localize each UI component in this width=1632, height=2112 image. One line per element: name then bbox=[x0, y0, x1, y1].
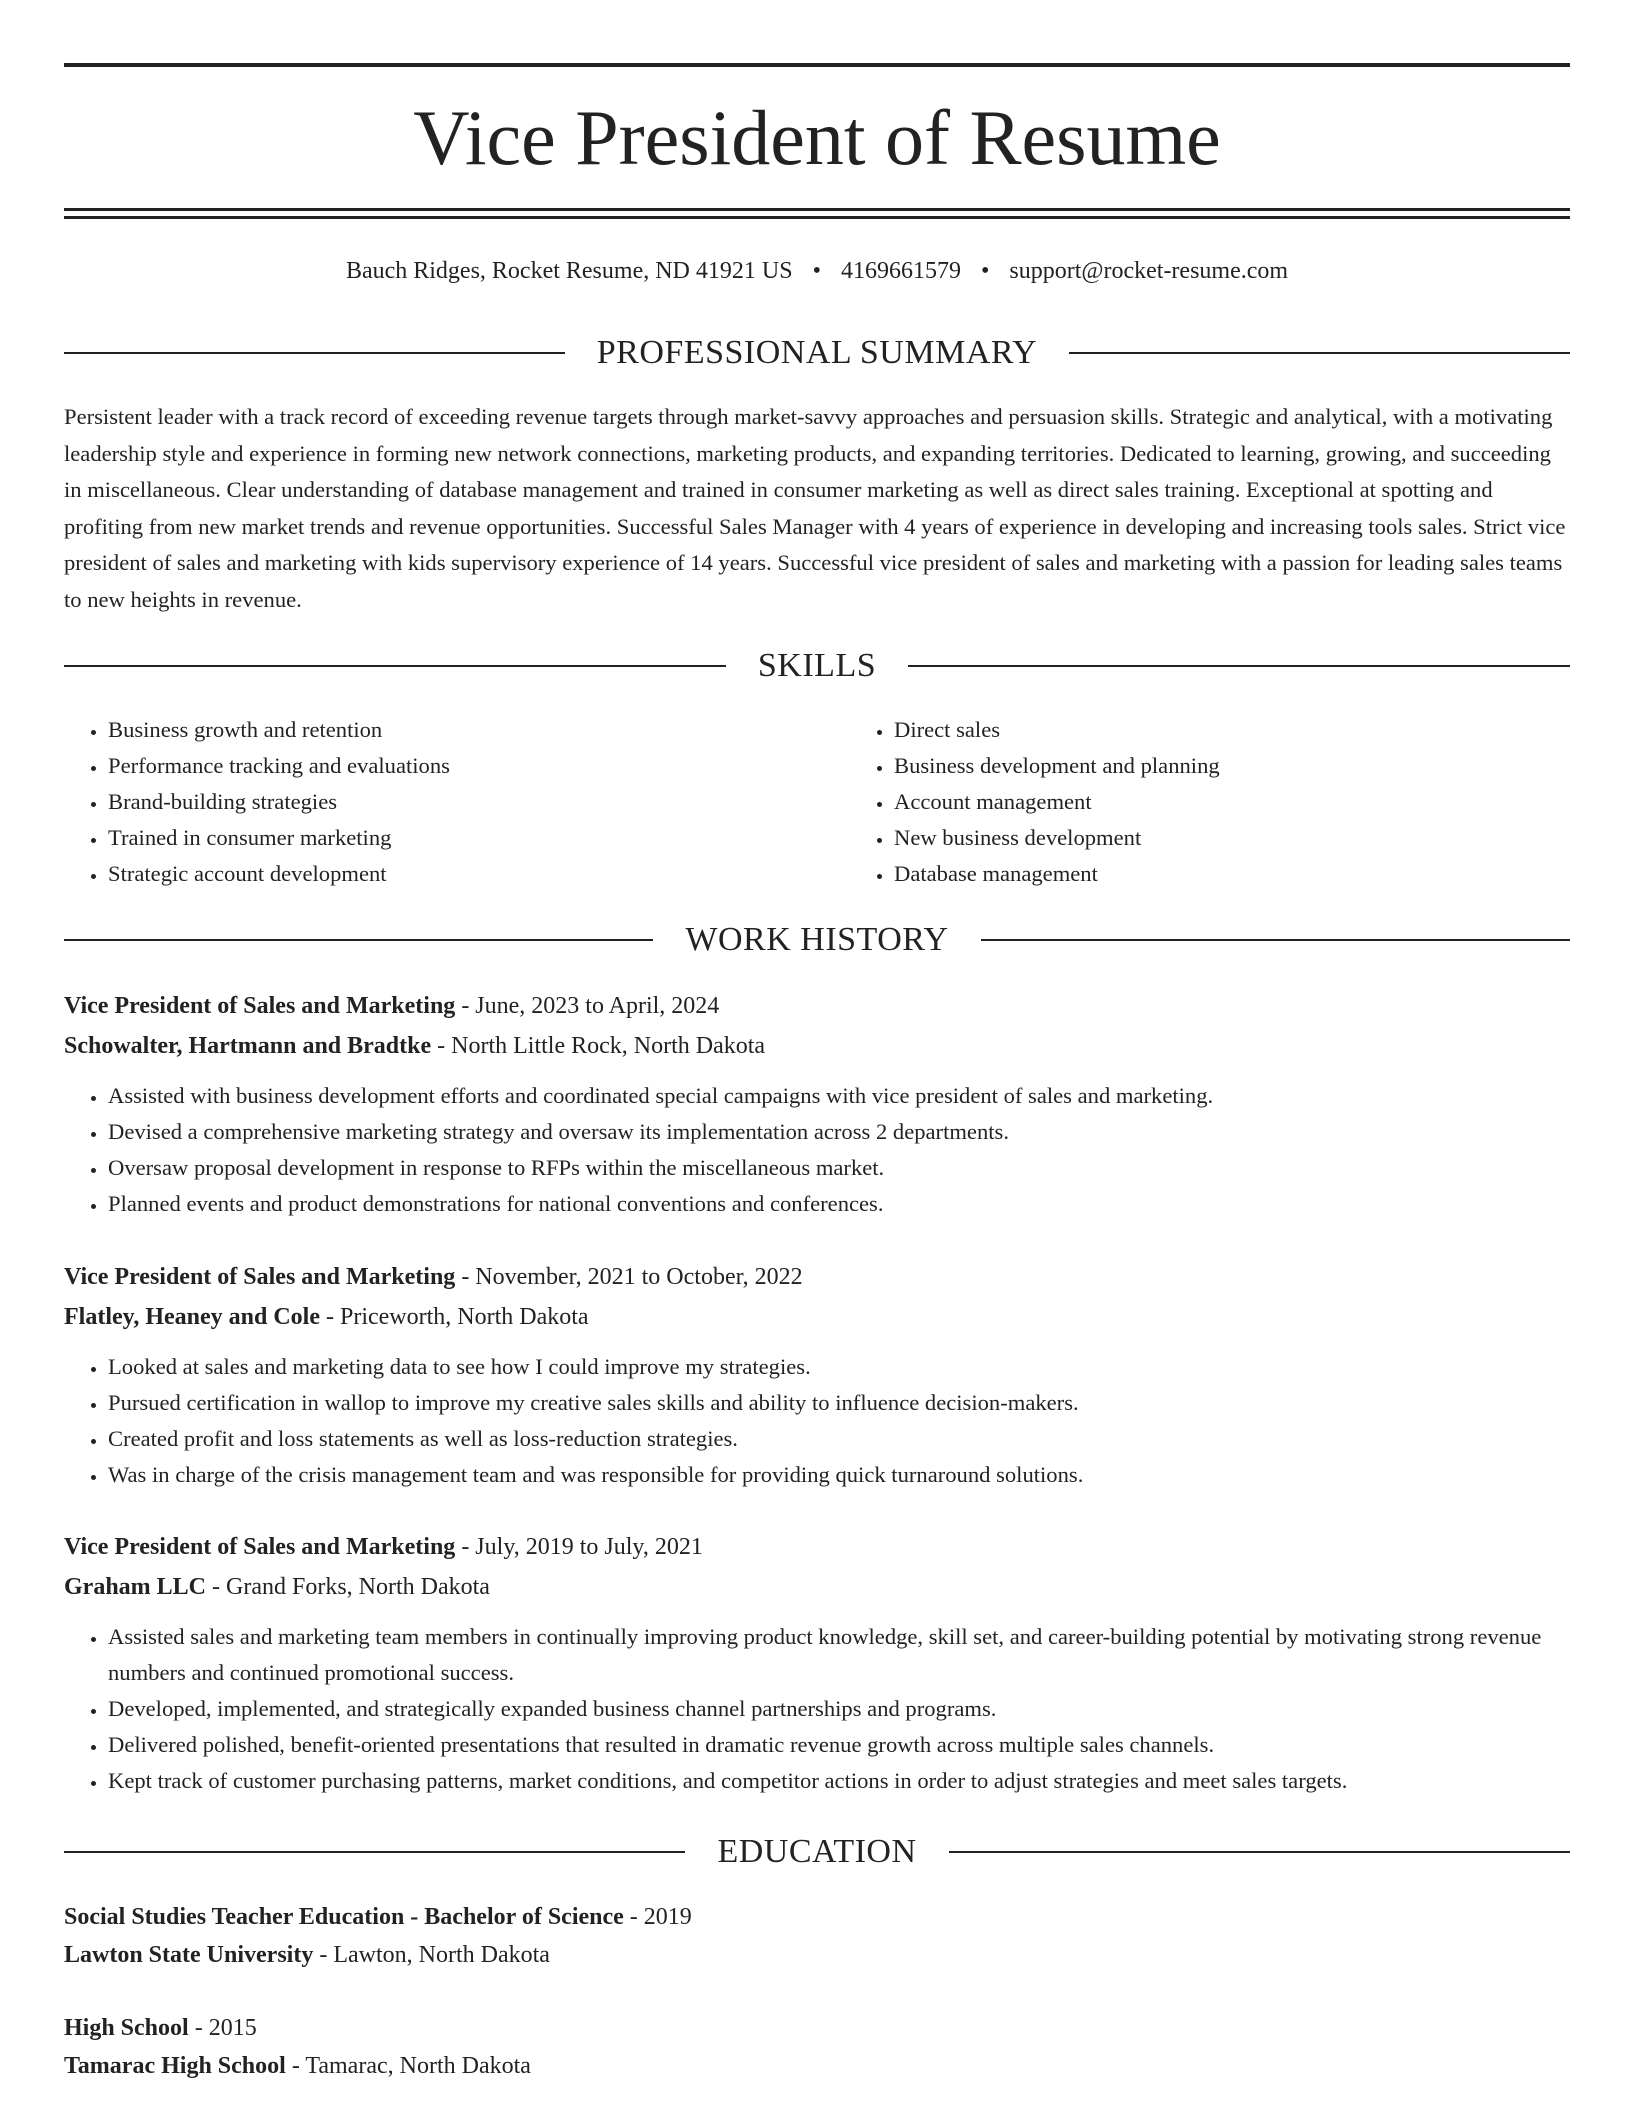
job-dates: - November, 2021 to October, 2022 bbox=[455, 1264, 803, 1290]
divider bbox=[908, 665, 1570, 667]
job-heading bbox=[64, 1257, 1570, 1297]
section-header-work bbox=[64, 918, 1570, 962]
divider bbox=[949, 1851, 1570, 1853]
header-rule-lower bbox=[64, 216, 1570, 219]
section-header-summary bbox=[64, 331, 1570, 375]
education-entry bbox=[64, 1898, 1570, 1974]
job-bullet: • Kept track of customer purchasing patterns, market conditions, and competitor actions in order to adjust strategies and meet sales targets. bbox=[108, 1763, 1570, 1799]
skill-item: • Strategic account development bbox=[108, 856, 850, 892]
job-bullet: • Was in charge of the crisis management team and was responsible for providing quick turnaround solutions. bbox=[108, 1457, 1570, 1493]
education-degree-line bbox=[64, 2009, 1570, 2047]
header-rule-upper bbox=[64, 208, 1570, 211]
education-entry bbox=[64, 2009, 1570, 2085]
job-bullet: • Pursued certification in wallop to improve my creative sales skills and ability to influence decision-makers. bbox=[108, 1385, 1570, 1421]
job-heading bbox=[64, 986, 1570, 1026]
job-title: Vice President of Sales and Marketing bbox=[64, 1264, 456, 1290]
job-bullet: • Developed, implemented, and strategically expanded business channel partnerships and programs. bbox=[108, 1691, 1570, 1727]
job-location: - Grand Forks, North Dakota bbox=[206, 1574, 490, 1600]
education-school: Lawton State University bbox=[64, 1942, 314, 1968]
education-school-line bbox=[64, 1936, 1570, 1974]
contact-phone: 4169661579 bbox=[840, 258, 961, 284]
job-bullet: • Oversaw proposal development in response to RFPs within the miscellaneous market. bbox=[108, 1150, 1570, 1186]
skill-item: • Brand-building strategies bbox=[108, 784, 850, 820]
top-rule bbox=[64, 63, 1570, 67]
job-bullet: • Looked at sales and marketing data to see how I could improve my strategies. bbox=[108, 1349, 1570, 1385]
job-bullet: • Delivered polished, benefit-oriented presentations that resulted in dramatic revenue growth across multiple sales channels. bbox=[108, 1727, 1570, 1763]
skill-item: • Performance tracking and evaluations bbox=[108, 748, 850, 784]
education-year: - 2015 bbox=[188, 2015, 257, 2041]
section-title-skills: SKILLS bbox=[757, 647, 877, 684]
skill-item: • Database management bbox=[894, 856, 1570, 892]
job-employer bbox=[64, 1567, 1570, 1607]
job-dates: - June, 2023 to April, 2024 bbox=[455, 993, 720, 1019]
divider bbox=[981, 939, 1570, 941]
education-degree: Social Studies Teacher Education - Bachelor of Science bbox=[64, 1904, 624, 1930]
job-entry bbox=[64, 1257, 1570, 1493]
skills-list bbox=[64, 712, 1570, 892]
job-company: Graham LLC bbox=[64, 1574, 207, 1600]
job-entry bbox=[64, 1527, 1570, 1799]
skill-item: • Business development and planning bbox=[894, 748, 1570, 784]
skills-column-left bbox=[64, 712, 850, 892]
job-employer bbox=[64, 1297, 1570, 1337]
section-title-work: WORK HISTORY bbox=[685, 921, 949, 958]
divider bbox=[64, 1851, 685, 1853]
education-degree: High School bbox=[64, 2015, 189, 2041]
summary-text: Persistent leader with a track record of exceeding revenue targets through market-savvy approaches and persuasion skills. Strategic and analytical, with a motivating leadership style and experience in forming new network connections, marketing products, and expanding territories. Dedicated to learning, growing, and succeeding in miscellaneous. Clear understanding of database management and trained in consumer marketing as well as direct sales training. Exceptional at spotting and profiting from new market trends and revenue opportunities. Successful Sales Manager with 4 years of experience in developing and increasing tools sales. Strict vice president of sales and marketing with kids supervisory experience of 14 years. Successful vice president of sales and marketing with a passion for leading sales teams to new heights in revenue. bbox=[64, 404, 1566, 612]
education-location: - Tamarac, North Dakota bbox=[285, 2053, 531, 2079]
education-school-line bbox=[64, 2047, 1570, 2085]
divider bbox=[64, 939, 653, 941]
section-header-education bbox=[64, 1830, 1570, 1874]
section-title-education: EDUCATION bbox=[717, 1833, 917, 1870]
job-location: - Priceworth, North Dakota bbox=[319, 1304, 589, 1330]
education-degree-line bbox=[64, 1898, 1570, 1936]
education-school: Tamarac High School bbox=[64, 2053, 286, 2079]
job-location: - North Little Rock, North Dakota bbox=[431, 1033, 766, 1059]
job-employer bbox=[64, 1026, 1570, 1066]
skill-item: • Account management bbox=[894, 784, 1570, 820]
skill-item: • Business growth and retention bbox=[108, 712, 850, 748]
divider bbox=[64, 352, 565, 354]
skill-item: • New business development bbox=[894, 820, 1570, 856]
contact-email: support@rocket-resume.com bbox=[1009, 258, 1289, 284]
section-header-skills bbox=[64, 644, 1570, 688]
job-bullets bbox=[64, 1619, 1570, 1799]
job-heading bbox=[64, 1527, 1570, 1567]
contact-separator: • bbox=[812, 258, 821, 284]
divider bbox=[64, 665, 726, 667]
skills-column-right bbox=[850, 712, 1570, 892]
job-bullets bbox=[64, 1078, 1570, 1222]
job-title: Vice President of Sales and Marketing bbox=[64, 993, 456, 1019]
job-bullet: • Planned events and product demonstrations for national conventions and conferences. bbox=[108, 1186, 1570, 1222]
job-bullet: • Assisted with business development efforts and coordinated special campaigns with vice president of sales and marketing. bbox=[108, 1078, 1570, 1114]
divider bbox=[1069, 352, 1570, 354]
job-bullet: • Assisted sales and marketing team members in continually improving product knowledge, skill set, and career-building potential by motivating strong revenue numbers and continued promotional success. bbox=[108, 1619, 1570, 1691]
skill-item: • Trained in consumer marketing bbox=[108, 820, 850, 856]
job-company: Schowalter, Hartmann and Bradtke bbox=[64, 1033, 432, 1059]
job-bullet: • Created profit and loss statements as well as loss-reduction strategies. bbox=[108, 1421, 1570, 1457]
education-year: - 2019 bbox=[623, 1904, 692, 1930]
job-company: Flatley, Heaney and Cole bbox=[64, 1304, 320, 1330]
contact-line bbox=[64, 254, 1570, 288]
skill-item: • Direct sales bbox=[894, 712, 1570, 748]
job-entry bbox=[64, 986, 1570, 1222]
job-bullets bbox=[64, 1349, 1570, 1493]
job-dates: - July, 2019 to July, 2021 bbox=[455, 1534, 703, 1560]
job-title: Vice President of Sales and Marketing bbox=[64, 1534, 456, 1560]
contact-address: Bauch Ridges, Rocket Resume, ND 41921 US bbox=[345, 258, 793, 284]
job-bullet: • Devised a comprehensive marketing strategy and oversaw its implementation across 2 departments. bbox=[108, 1114, 1570, 1150]
resume-name: Vice President of Resume bbox=[413, 94, 1221, 181]
section-title-summary: PROFESSIONAL SUMMARY bbox=[596, 334, 1038, 371]
contact-separator: • bbox=[980, 258, 990, 284]
education-location: - Lawton, North Dakota bbox=[313, 1942, 550, 1968]
